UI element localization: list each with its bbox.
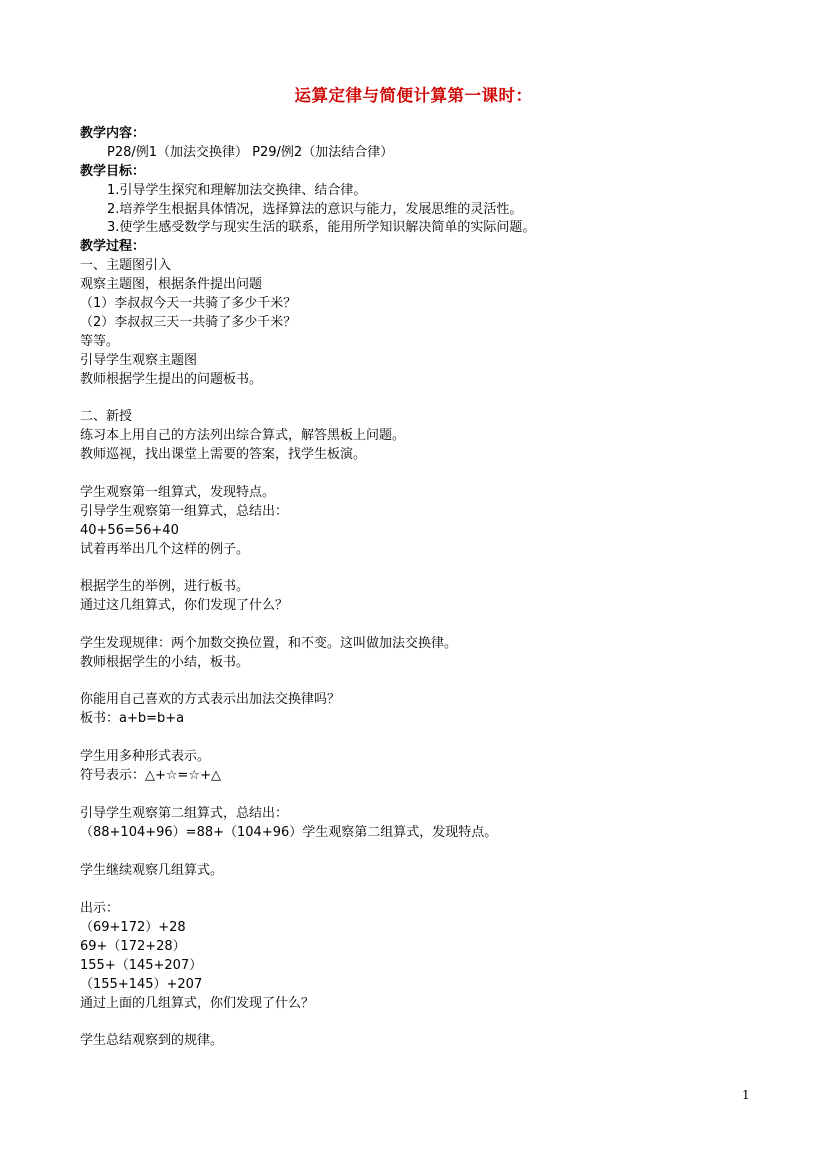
goals-heading: 教学目标：: [80, 164, 146, 179]
paragraph-line: 学生继续观察几组算式。: [80, 863, 224, 878]
page-number: 1: [742, 1088, 750, 1102]
content-heading: 教学内容：: [80, 126, 146, 141]
process-heading: 教学过程：: [80, 239, 146, 254]
paragraph-line: （1）李叔叔今天一共骑了多少千米？: [80, 296, 297, 311]
formula-line: （88+104+96）=88+（104+96）学生观察第二组算式，发现特点。: [80, 825, 498, 840]
formula-line: 155+（145+207）: [80, 958, 203, 973]
paragraph-line: 教师巡视，找出课堂上需要的答案，找学生板演。: [80, 447, 367, 462]
paragraph-line: 通过这几组算式，你们发现了什么？: [80, 598, 289, 613]
paragraph-line: 学生观察第一组算式，发现特点。: [80, 485, 276, 500]
content-text: P28/例1（加法交换律） P29/例2（加法结合律）: [107, 145, 394, 160]
paragraph-line: 教师根据学生提出的问题板书。: [80, 372, 263, 387]
formula-line: 符号表示：△+☆=☆+△: [80, 768, 221, 783]
paragraph-line: 出示：: [80, 901, 120, 916]
paragraph-line: 观察主题图，根据条件提出问题: [80, 277, 263, 292]
paragraph-line: 学生发现规律：两个加数交换位置，和不变。这叫做加法交换律。: [80, 636, 458, 651]
paragraph-line: 根据学生的举例，进行板书。: [80, 579, 250, 594]
paragraph-line: 引导学生观察第一组算式，总结出：: [80, 504, 289, 519]
goal-item: 3.使学生感受数学与现实生活的联系，能用所学知识解决简单的实际问题。: [107, 220, 536, 235]
paragraph-line: 等等。: [80, 334, 120, 349]
paragraph-line: 引导学生观察主题图: [80, 353, 198, 368]
section-heading: 二、新授: [80, 409, 133, 424]
formula-line: 69+（172+28）: [80, 939, 186, 954]
formula-line: 板书：a+b=b+a: [80, 711, 185, 726]
goal-item: 1.引导学生探究和理解加法交换律、结合律。: [107, 183, 367, 198]
formula-line: （155+145）+207: [80, 977, 203, 992]
paragraph-line: 学生用多种形式表示。: [80, 749, 211, 764]
formula-line: （69+172）+28: [80, 920, 186, 935]
goal-item: 2.培养学生根据具体情况，选择算法的意识与能力，发展思维的灵活性。: [107, 202, 523, 217]
paragraph-line: 你能用自己喜欢的方式表示出加法交换律吗？: [80, 692, 341, 707]
formula-line: 40+56=56+40: [80, 523, 179, 538]
paragraph-line: 试着再举出几个这样的例子。: [80, 542, 250, 557]
document-title: 运算定律与简便计算第一课时：: [294, 86, 533, 105]
paragraph-line: 引导学生观察第二组算式，总结出：: [80, 806, 289, 821]
section-heading: 一、主题图引入: [80, 258, 172, 273]
paragraph-line: （2）李叔叔三天一共骑了多少千米？: [80, 315, 297, 330]
paragraph-line: 通过上面的几组算式，你们发现了什么？: [80, 996, 315, 1011]
paragraph-line: 练习本上用自己的方法列出综合算式，解答黑板上问题。: [80, 428, 406, 443]
paragraph-line: 教师根据学生的小结，板书。: [80, 655, 250, 670]
paragraph-line: 学生总结观察到的规律。: [80, 1033, 224, 1048]
